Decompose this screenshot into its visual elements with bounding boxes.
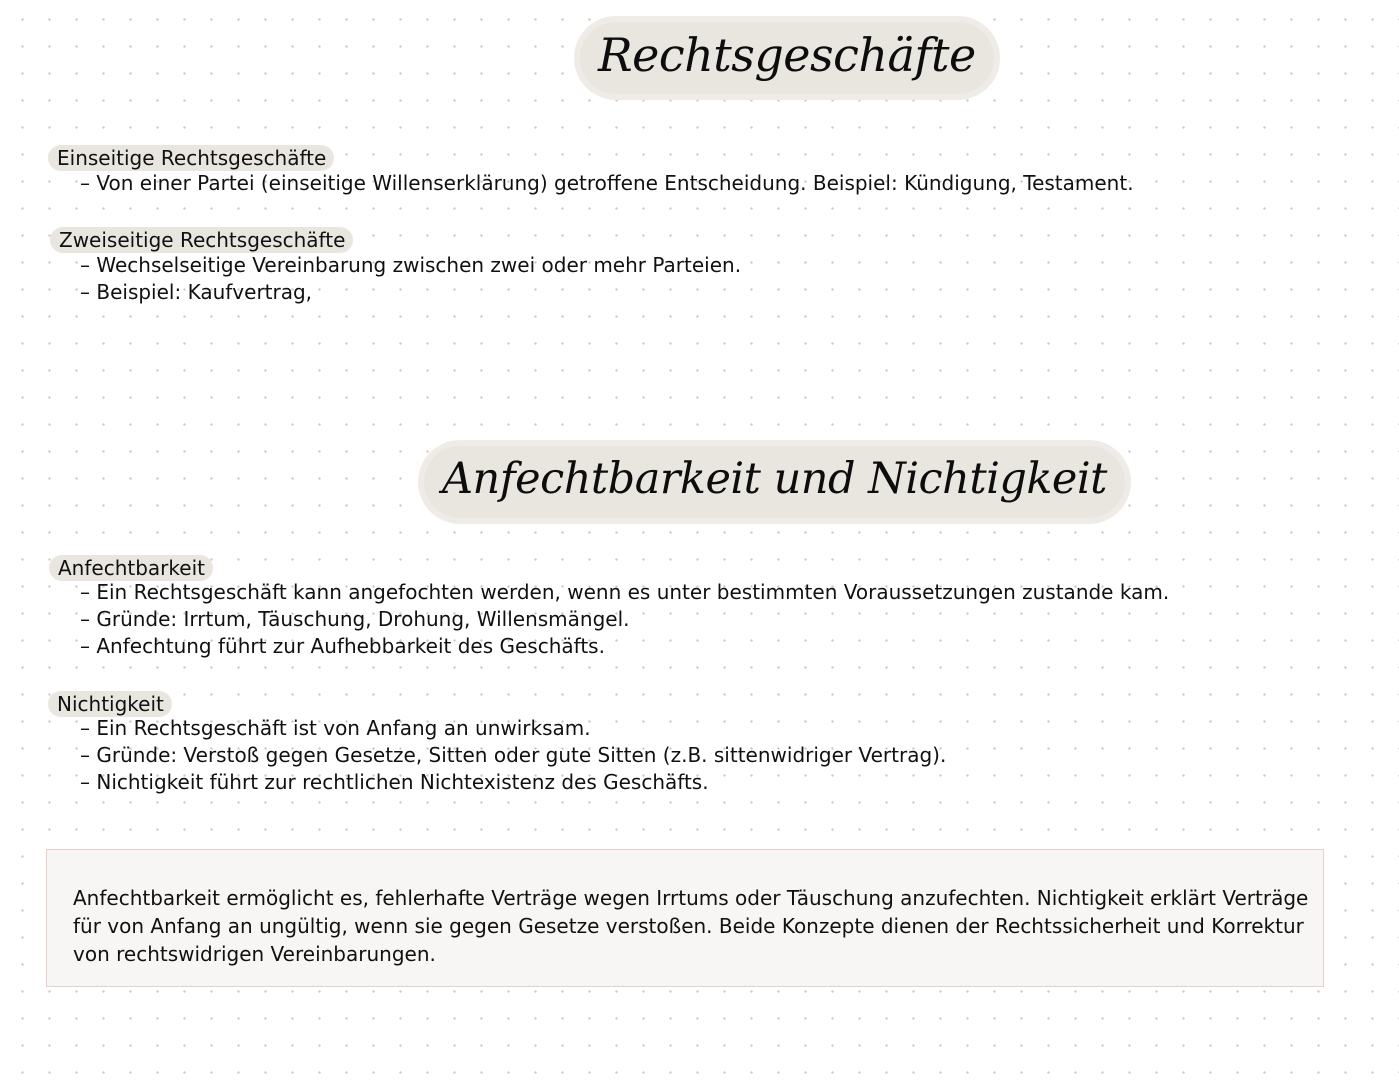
list-item: – Ein Rechtsgeschäft kann angefochten werden, wenn es unter bestimmten Voraussetzungen zustande kam. xyxy=(80,579,1169,606)
list-item: – Von einer Partei (einseitige Willenserklärung) getroffene Entscheidung. Beispiel: Kündigung, Testament. xyxy=(80,170,1134,197)
section-title-anfechtbarkeit-nichtigkeit: Anfechtbarkeit und Nichtigkeit xyxy=(424,446,1125,518)
list-item: – Gründe: Irrtum, Täuschung, Drohung, Willensmängel. xyxy=(80,606,1169,633)
list-anfechtbarkeit xyxy=(80,579,1169,660)
heading-zweiseitige-rechtsgeschaefte: Zweiseitige Rechtsgeschäfte xyxy=(50,227,353,253)
list-item: – Gründe: Verstoß gegen Gesetze, Sitten oder gute Sitten (z.B. sittenwidriger Vertrag). xyxy=(80,742,946,769)
list-nichtigkeit xyxy=(80,715,946,796)
list-einseitige-rechtsgeschaefte xyxy=(80,170,1134,197)
page-title: Rechtsgeschäfte xyxy=(580,22,994,94)
heading-nichtigkeit: Nichtigkeit xyxy=(48,691,172,717)
list-item: – Beispiel: Kaufvertrag, xyxy=(80,279,741,306)
heading-anfechtbarkeit: Anfechtbarkeit xyxy=(49,555,213,581)
list-zweiseitige-rechtsgeschaefte xyxy=(80,252,741,306)
heading-einseitige-rechtsgeschaefte: Einseitige Rechtsgeschäfte xyxy=(48,145,334,171)
list-item: – Ein Rechtsgeschäft ist von Anfang an unwirksam. xyxy=(80,715,946,742)
summary-text: Anfechtbarkeit ermöglicht es, fehlerhafte Verträge wegen Irrtums oder Täuschung anzufechten. Nichtigkeit erklärt Verträge für von Anfang an ungültig, wenn sie gegen Gesetze verstoßen. Beide Konzepte dienen der Rechtssicherheit und Korrektur von rechtswidrigen Vereinbarungen. xyxy=(73,886,1309,966)
summary-box xyxy=(46,849,1324,987)
list-item: – Nichtigkeit führt zur rechtlichen Nichtexistenz des Geschäfts. xyxy=(80,769,946,796)
list-item: – Anfechtung führt zur Aufhebbarkeit des Geschäfts. xyxy=(80,633,1169,660)
list-item: – Wechselseitige Vereinbarung zwischen zwei oder mehr Parteien. xyxy=(80,252,741,279)
